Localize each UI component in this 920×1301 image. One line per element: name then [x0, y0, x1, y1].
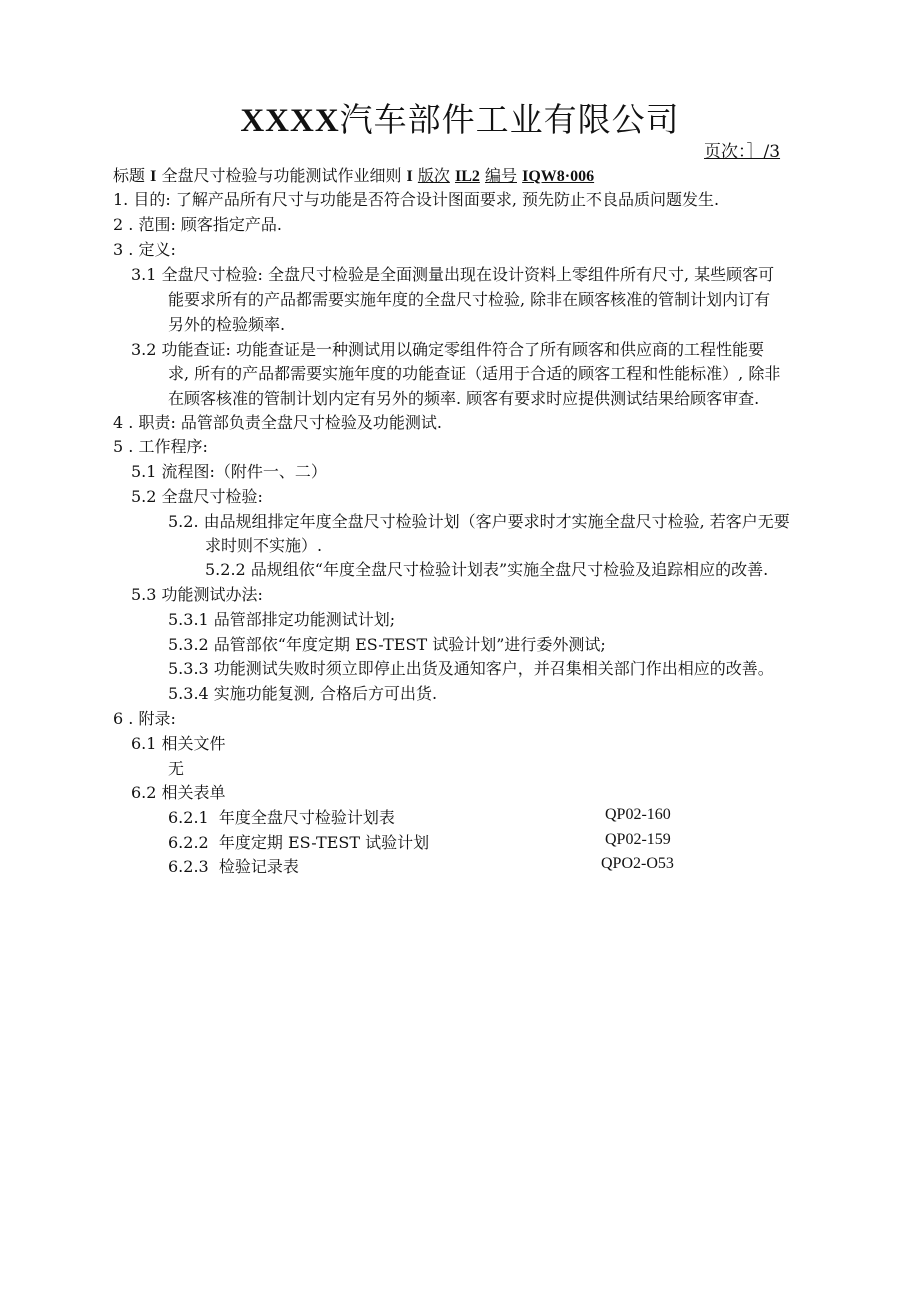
separator-1: I [150, 168, 157, 185]
procedure-5-2-2: 5.2.2 品规组依“年度全盘尺寸检验计划表”实施全盘尺寸检验及追踪相应的改善. [205, 560, 769, 579]
separator-2: I [406, 168, 413, 185]
page-number [704, 140, 780, 164]
number-label: 编号 [484, 166, 517, 185]
procedure-5-3: 5.3 功能测试办法: [131, 585, 263, 604]
form-row [168, 806, 395, 830]
appendix-6-1: 6.1 相关文件 [131, 734, 226, 753]
form-code: QP02-159 [605, 831, 671, 848]
procedure-5-3-2: 5.3.2 品管部依“年度定期 ES-TEST 试验计划”进行委外测试; [168, 635, 606, 654]
form-code: QPO2-O53 [601, 855, 674, 872]
definition-3-1-line-1: 3.1 全盘尺寸检验: 全盘尺寸检验是全面测量出现在设计资料上零组件所有尺寸, 某些顾客可 [131, 265, 775, 284]
doc-meta-line [113, 164, 594, 189]
company-title [0, 94, 920, 141]
definition-3-2-line-3: 在顾客核准的管制计划内定有另外的频率. 顾客有要求时应提供测试结果给顾客审查. [168, 389, 760, 408]
procedure-5-3-1: 5.3.1 品管部排定功能测试计划; [168, 610, 396, 629]
procedure-5-3-3: 5.3.3 功能测试失败时须立即停止出货及通知客户，并召集相关部门作出相应的改善。 [168, 659, 774, 678]
page-label: 页次： [704, 142, 747, 162]
appendix-6-2: 6.2 相关表单 [131, 783, 226, 802]
page-value: ］/3 [746, 142, 781, 162]
section-definitions: 3 . 定义: [113, 240, 176, 259]
company-latin-name: XXXX [240, 103, 340, 139]
company-name: 汽车部件工业有限公司 [339, 100, 680, 139]
form-row [168, 831, 429, 855]
definition-3-2-line-2: 求, 所有的产品都需要实施年度的功能查证（适用于合适的顾客工程和性能标准）, 除非 [168, 364, 781, 383]
doc-title: 全盘尺寸检验与功能测试作业细则 [161, 166, 402, 185]
section-purpose: 1. 目的: 了解产品所有尺寸与功能是否符合设计图面要求, 预先防止不良品质问题发生. [113, 190, 720, 209]
form-number: 6.2.1 [168, 808, 209, 827]
form-number: 6.2.2 [168, 833, 209, 852]
procedure-5-2: 5.2 全盘尺寸检验: [131, 487, 263, 506]
form-row [168, 855, 299, 879]
appendix-6-1-none: 无 [168, 759, 185, 778]
version-value: IL2 [454, 168, 480, 185]
procedure-5-3-4: 5.3.4 实施功能复测, 合格后方可出货. [168, 684, 438, 703]
version-label: 版次 [417, 166, 450, 185]
procedure-5-2-1-line-2: 求时则不实施）. [205, 536, 323, 555]
procedure-5-1: 5.1 流程图:（附件一、二） [131, 462, 327, 481]
section-procedure: 5 . 工作程序: [113, 437, 208, 456]
section-responsibility: 4 . 职责: 品管部负责全盘尺寸检验及功能测试. [113, 413, 443, 432]
definition-3-1-line-3: 另外的检验频率. [168, 315, 286, 334]
form-code: QP02-160 [605, 806, 671, 823]
form-name: 检验记录表 [218, 857, 299, 876]
form-name: 年度全盘尺寸检验计划表 [218, 808, 395, 827]
form-number: 6.2.3 [168, 857, 209, 876]
procedure-5-2-1-line-1: 5.2. 由品规组排定年度全盘尺寸检验计划（客户要求时才实施全盘尺寸检验, 若客户无要 [168, 512, 790, 531]
title-label: 标题 [113, 166, 146, 185]
section-appendix: 6 . 附录: [113, 709, 176, 728]
form-name: 年度定期 ES-TEST 试验计划 [218, 833, 430, 852]
section-scope: 2 . 范围: 顾客指定产品. [113, 215, 283, 234]
number-value: IQW8·006 [522, 168, 595, 185]
definition-3-2-line-1: 3.2 功能查证: 功能查证是一种测试用以确定零组件符合了所有顾客和供应商的工程性能要 [131, 340, 765, 359]
definition-3-1-line-2: 能要求所有的产品都需要实施年度的全盘尺寸检验, 除非在顾客核准的管制计划内订有 [168, 290, 771, 309]
